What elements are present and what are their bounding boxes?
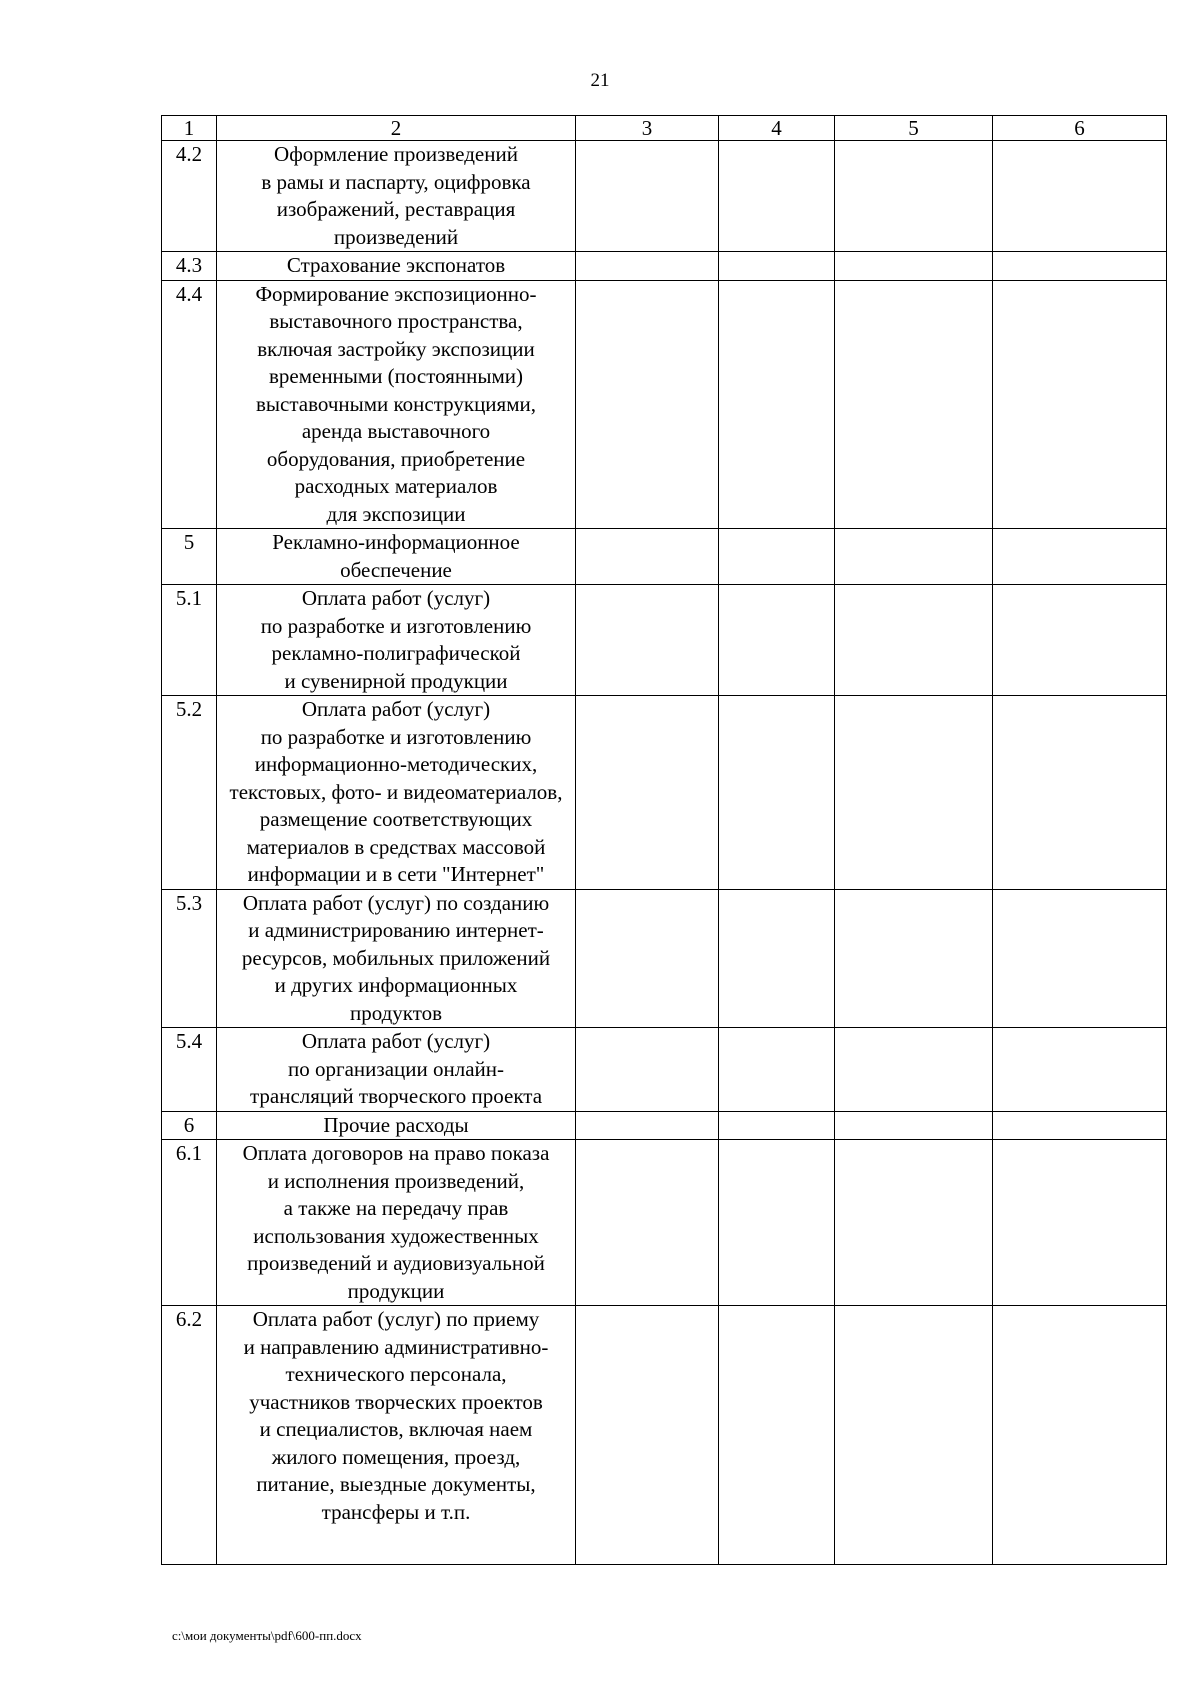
item-name: Оформление произведений в рамы и паспарту, оцифровка изображений, реставрация произведений xyxy=(217,141,576,252)
empty-cell xyxy=(993,1140,1167,1306)
item-name: Оплата работ (услуг) по приему и направлению административно- технического персонала, участников творческих проектов и специалистов, включая наем жилого помещения, проезд, питание, выездные документы, трансферы и т.п. xyxy=(217,1306,576,1565)
empty-cell xyxy=(576,696,719,890)
table-row xyxy=(162,585,1167,696)
table-row xyxy=(162,529,1167,585)
empty-cell xyxy=(835,1111,993,1140)
table-body xyxy=(162,116,1167,1565)
item-number: 6.2 xyxy=(162,1306,217,1565)
empty-cell xyxy=(719,1028,835,1112)
empty-cell xyxy=(719,280,835,529)
empty-cell xyxy=(576,280,719,529)
column-header: 2 xyxy=(217,116,576,141)
empty-cell xyxy=(576,1111,719,1140)
empty-cell xyxy=(719,585,835,696)
empty-cell xyxy=(993,280,1167,529)
empty-cell xyxy=(993,141,1167,252)
column-header: 6 xyxy=(993,116,1167,141)
empty-cell xyxy=(835,141,993,252)
empty-cell xyxy=(993,696,1167,890)
table-row xyxy=(162,1140,1167,1306)
empty-cell xyxy=(993,252,1167,281)
empty-cell xyxy=(993,1111,1167,1140)
table-row xyxy=(162,889,1167,1028)
table-row xyxy=(162,1028,1167,1112)
empty-cell xyxy=(835,252,993,281)
empty-cell xyxy=(719,696,835,890)
empty-cell xyxy=(576,252,719,281)
item-number: 5.3 xyxy=(162,889,217,1028)
empty-cell xyxy=(576,585,719,696)
empty-cell xyxy=(576,141,719,252)
item-name: Оплата работ (услуг) по созданию и администрированию интернет- ресурсов, мобильных приложений и других информационных продуктов xyxy=(217,889,576,1028)
empty-cell xyxy=(576,1140,719,1306)
item-number: 5.4 xyxy=(162,1028,217,1112)
table-row xyxy=(162,1306,1167,1565)
empty-cell xyxy=(835,529,993,585)
budget-table xyxy=(161,115,1167,1565)
item-number: 6 xyxy=(162,1111,217,1140)
item-name: Оплата работ (услуг) по организации онлайн- трансляций творческого проекта xyxy=(217,1028,576,1112)
table-row xyxy=(162,252,1167,281)
empty-cell xyxy=(719,529,835,585)
item-name: Страхование экспонатов xyxy=(217,252,576,281)
empty-cell xyxy=(576,529,719,585)
item-name: Оплата работ (услуг) по разработке и изготовлению информационно-методических, текстовых, фото- и видеоматериалов, размещение соответствующих материалов в средствах массовой информации и в сети "Интернет" xyxy=(217,696,576,890)
table-row xyxy=(162,280,1167,529)
empty-cell xyxy=(993,889,1167,1028)
empty-cell xyxy=(835,585,993,696)
empty-cell xyxy=(719,1140,835,1306)
column-header: 4 xyxy=(719,116,835,141)
table-row xyxy=(162,141,1167,252)
item-number: 5.2 xyxy=(162,696,217,890)
empty-cell xyxy=(576,1028,719,1112)
item-name: Оплата договоров на право показа и исполнения произведений, а также на передачу прав использования художественных произведений и аудиовизуальной продукции xyxy=(217,1140,576,1306)
column-header: 3 xyxy=(576,116,719,141)
empty-cell xyxy=(719,252,835,281)
item-name: Формирование экспозиционно- выставочного пространства, включая застройку экспозиции временными (постоянными) выставочными конструкциями, аренда выставочного оборудования, приобретение расходных материалов для экспозиции xyxy=(217,280,576,529)
item-number: 4.2 xyxy=(162,141,217,252)
item-name: Прочие расходы xyxy=(217,1111,576,1140)
column-header: 1 xyxy=(162,116,217,141)
empty-cell xyxy=(835,889,993,1028)
empty-cell xyxy=(993,1306,1167,1565)
empty-cell xyxy=(719,889,835,1028)
item-number: 4.4 xyxy=(162,280,217,529)
empty-cell xyxy=(993,585,1167,696)
empty-cell xyxy=(576,1306,719,1565)
empty-cell xyxy=(835,1140,993,1306)
empty-cell xyxy=(719,1306,835,1565)
empty-cell xyxy=(719,141,835,252)
item-name: Оплата работ (услуг) по разработке и изготовлению рекламно-полиграфической и сувенирной продукции xyxy=(217,585,576,696)
empty-cell xyxy=(719,1111,835,1140)
page-number: 21 xyxy=(590,70,610,91)
table-row xyxy=(162,696,1167,890)
item-number: 5 xyxy=(162,529,217,585)
empty-cell xyxy=(576,889,719,1028)
empty-cell xyxy=(993,1028,1167,1112)
item-number: 6.1 xyxy=(162,1140,217,1306)
empty-cell xyxy=(835,280,993,529)
table-row xyxy=(162,1111,1167,1140)
item-number: 5.1 xyxy=(162,585,217,696)
item-number: 4.3 xyxy=(162,252,217,281)
empty-cell xyxy=(835,1028,993,1112)
empty-cell xyxy=(835,1306,993,1565)
item-name: Рекламно-информационное обеспечение xyxy=(217,529,576,585)
empty-cell xyxy=(993,529,1167,585)
header-row xyxy=(162,116,1167,141)
column-header: 5 xyxy=(835,116,993,141)
empty-cell xyxy=(835,696,993,890)
file-path-footer: c:\мои документы\pdf\600-пп.docx xyxy=(172,1628,362,1643)
